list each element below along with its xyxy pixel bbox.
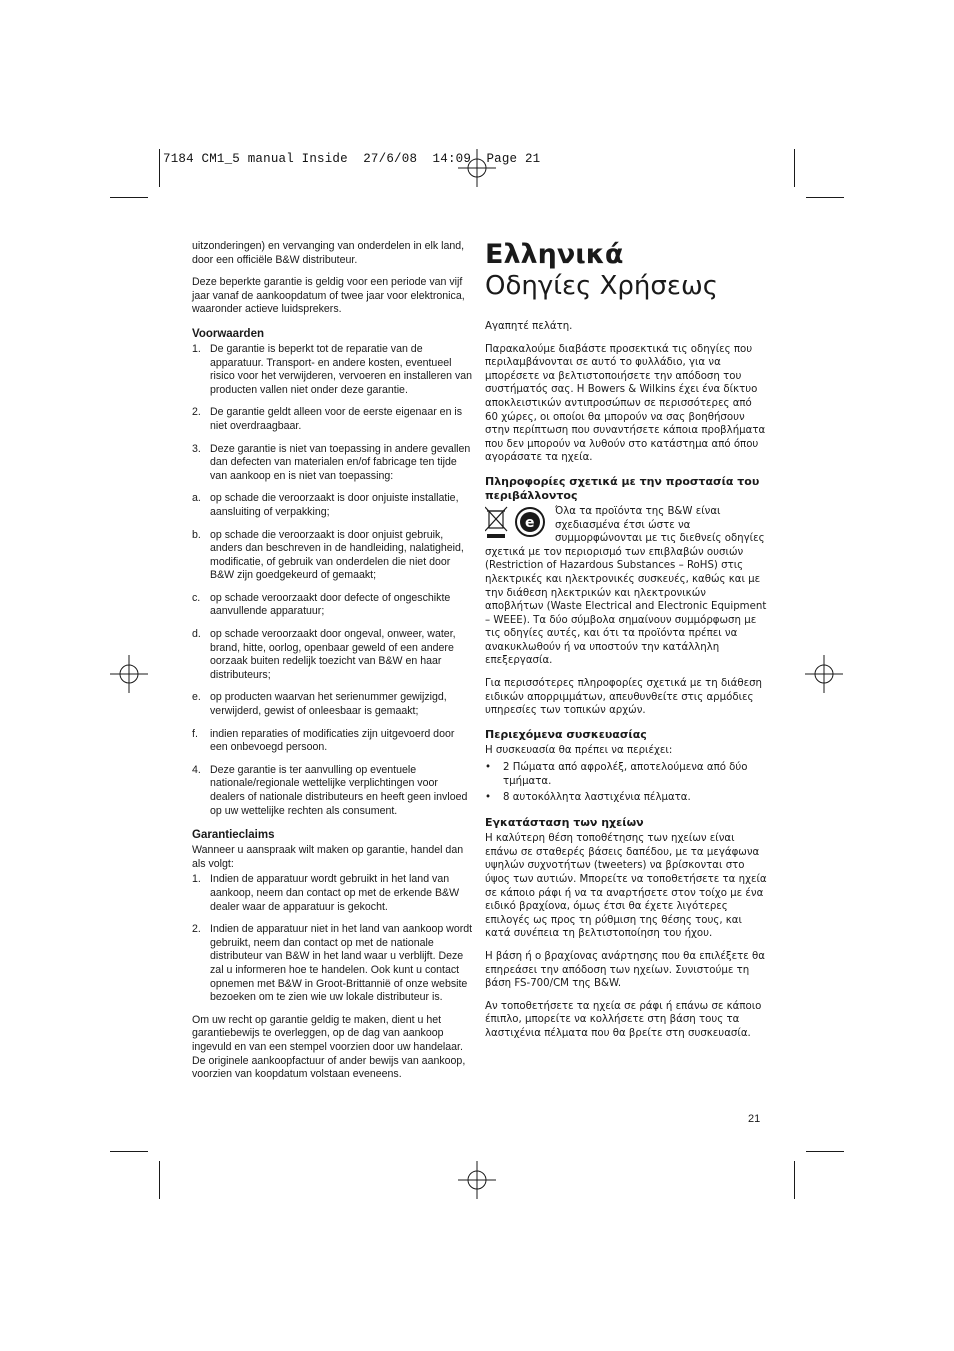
list-item-text: 2 Πώματα από αφρολέξ, αποτελούμενα από δύο τμήματα. xyxy=(503,762,748,788)
list-item xyxy=(192,728,474,755)
weee-bin-icon xyxy=(485,507,507,538)
claims-heading: Garantieclaims xyxy=(192,829,275,842)
contents-heading: Περιεχόμενα συσκευασίας xyxy=(485,727,647,741)
list-item xyxy=(192,873,474,914)
warranty-scope-paragraph: uitzonderingen) en vervanging van onderdelen in elk land, door een officiële B&W distributeur. xyxy=(192,240,465,266)
language-title: Ελληνικά xyxy=(485,239,624,270)
installation-heading: Εγκατάσταση των ηχείων xyxy=(485,816,644,830)
crop-mark-bottom-left-h xyxy=(110,1151,148,1152)
list-marker: e. xyxy=(192,691,201,704)
contents-intro: Η συσκευασία θα πρέπει να περιέχει: xyxy=(485,744,673,756)
list-item-text: De garantie geldt alleen voor de eerste eigenaar en is niet overdraagbaar. xyxy=(210,406,463,432)
list-item-text: 8 αυτοκόλλητα λαστιχένια πέλματα. xyxy=(503,791,691,803)
environment-more-paragraph: Για περισσότερες πληροφορίες σχετικά με τη διάθεση ειδικών απορριμμάτων, απευθυνθείτε στις αρμόδιες υπηρεσίες των τοπικών αρχών. xyxy=(485,678,763,717)
crop-mark-top-left-h xyxy=(110,197,148,198)
list-item-text: op schade die veroorzaakt is door onjuist gebruik, anders dan beschreven in de handleiding, nalatigheid, modificatie, of gebruik van onderdelen die niet door B&W zijn goedgekeurd of gemaakt; xyxy=(210,528,464,582)
crop-mark-top-left-v xyxy=(159,149,160,187)
list-item-text: op schade veroorzaakt door defecte of ongeschikte aanvullende apparatuur; xyxy=(210,591,451,618)
environment-heading: Πληροφορίες σχετικά με την προστασία του περιβάλλοντος xyxy=(485,474,760,502)
list-item-text: indien reparaties of modificaties zijn uitgevoerd door een onbevoegd persoon. xyxy=(210,727,455,754)
installation-paragraph-2: Η βάση ή ο βραχίονας ανάρτησης που θα επιλέξετε θα επηρεάσει την απόδοση των ηχείων. Συνιστούμε τη βάση FS-700/CM της B&W. xyxy=(485,950,765,990)
list-item xyxy=(192,628,474,682)
list-marker: c. xyxy=(192,591,201,604)
left-column xyxy=(192,240,474,1091)
intro-paragraph: Παρακαλούμε διαβάστε προσεκτικά τις οδηγίες που περιλαμβάνονται σε αυτό το φυλλάδιο, για να μπορέσετε να βελτιστοποιήσετε την απόδοση του συστήματός σας. Η Bowers & Wilkins έχει ένα δίκτυο αποκλειστικών αντιπροσώπων σε περισσότερες από 60 χώρες, οι οποίοι θα μπορούν να σας βοηθήσουν στην περίπτωση που συναντήσετε κάποια προβλήματα που δεν μπορούν να λυθούν στο κατάστημα από όπου αγοράσατε τα ηχεία. xyxy=(485,343,766,464)
list-item xyxy=(485,761,767,788)
installation-paragraph-3: Αν τοποθετήσετε τα ηχεία σε ράφι ή επάνω σε κάποιο έπιπλο, μπορείτε να κολλήσετε στη βάση τους τα λαστιχένια πέλματα που θα βρείτε στη συσκευασία. xyxy=(485,1000,762,1039)
list-marker: 1. xyxy=(192,342,201,355)
list-item-text: Indien de apparatuur niet in het land van aankoop wordt gebruikt, neem dan contact op met de nationale distributeur van B&W in het land waar u verblijft. Deze zal u informeren hoe te handelen. Ook kunt u contact opnemen met B&W in Groot-Brittannië of onze website bezoeken om te zien wie uw lokale distributeur is. xyxy=(210,923,473,1004)
registration-mark-left-icon xyxy=(110,655,148,693)
contents-list xyxy=(485,761,767,804)
installation-paragraph-1: Η καλύτερη θέση τοποθέτησης των ηχείων είναι επάνω σε σταθερές βάσεις δαπέδου, με τα μεγάφωνα υψηλών συχνοτήτων (tweeters) να βρίσκονται στο ύψος των αυτιών. Μπορείτε να τοποθετήσετε τα ηχεία σε κάποιο ράφι ή να τα αναρτήσετε στον τοίχο με ένα ειδικό βραχίονα, όμως έτσι θα έχετε λιγότερες επιλογές ως προς τη ρύθμιση της θέσης τους, και κατά συνέπεια τη βελτιστοποίηση του ήχου. xyxy=(485,833,767,940)
list-marker: 3. xyxy=(192,442,201,455)
list-marker: 2. xyxy=(192,406,201,419)
list-item xyxy=(192,529,474,583)
closing-paragraph: Om uw recht op garantie geldig te maken, dient u het garantiebewijs te overleggen, op de dag van aankoop ingevuld en van een stempel voorzien door uw handelaar. De originele aankoopfactuur of ander bewijs van aankoop, voorzien van koopdatum volstaan eveneens. xyxy=(192,1013,466,1081)
crop-mark-top-right-v xyxy=(794,149,795,187)
right-column xyxy=(485,240,767,1050)
list-marker: 2. xyxy=(192,923,201,936)
list-item xyxy=(192,406,474,433)
environment-paragraph: Όλα τα προϊόντα της B&W είναι σχεδιασμένα έτσι ώστε να συμμορφώνονται με τις διεθνείς οδηγίες σχετικά με τον περιορισμό των επιβλαβών ουσιών (Restriction of Hazardous Substances – RoHS) στις ηλεκτρικές και ηλεκτρονικές συσκευές, καθώς και με την διάθεση ηλεκτρικών και ηλεκτρονικών αποβλήτων (Waste Electrical and Electronic Equipment – WEEE). Τα δύο σύμβολα σημαίνουν συμμόρφωση με τις οδηγίες αυτές, και ότι τα προϊόντα πρέπει να ανακυκλωθούν ή να υποστούν την κατάλληλη επεξεργασία. xyxy=(485,505,767,667)
list-marker: a. xyxy=(192,492,201,505)
claims-intro: Wanneer u aanspraak wilt maken op garantie, handel dan als volgt: xyxy=(192,844,464,870)
list-item xyxy=(192,691,474,718)
page-number: 21 xyxy=(748,1113,761,1125)
list-item-text: Deze garantie is ter aanvulling op eventuele nationale/regionale wettelijke verplichtingen voor dealers of nationale distributeurs en heeft geen invloed op uw wettelijke rechten als consument. xyxy=(210,763,468,817)
list-item xyxy=(192,492,474,519)
registration-mark-right-icon xyxy=(805,655,843,693)
greeting: Αγαπητέ πελάτη. xyxy=(485,321,573,332)
environment-block xyxy=(485,505,767,677)
conditions-list xyxy=(192,343,474,818)
list-item xyxy=(192,343,474,397)
list-item-text: op schade die veroorzaakt is door onjuiste installatie, aansluiting of verpakking; xyxy=(210,492,459,518)
list-item xyxy=(192,592,474,619)
warranty-period-paragraph: Deze beperkte garantie is geldig voor een periode van vijf jaar vanaf de aankoopdatum of twee jaar voor elektronica, waaronder actieve luidsprekers. xyxy=(192,276,465,316)
crop-mark-bottom-left-v xyxy=(159,1161,160,1199)
registration-mark-bottom-icon xyxy=(458,1161,496,1199)
svg-text:e: e xyxy=(525,514,535,531)
list-item-text: op schade veroorzaakt door ongeval, onweer, water, brand, hitte, oorlog, openbaar geweld of een andere oorzaak buiten redelijk toezicht van B&W en haar distributeurs; xyxy=(210,628,456,681)
list-marker: 1. xyxy=(192,873,201,886)
crop-mark-bottom-right-v xyxy=(794,1161,795,1199)
manual-title: Οδηγίες Χρήσεως xyxy=(485,271,718,301)
list-item xyxy=(485,791,767,805)
list-marker: • xyxy=(485,762,492,774)
list-item xyxy=(192,443,474,484)
rohs-e-icon xyxy=(516,508,544,536)
list-item xyxy=(192,764,474,818)
claims-list xyxy=(192,873,474,1004)
list-marker: 4. xyxy=(192,763,201,776)
crop-mark-top-right-h xyxy=(806,197,844,198)
weee-rohs-icons xyxy=(485,505,549,541)
crop-mark-bottom-right-h xyxy=(806,1151,844,1152)
conditions-heading: Voorwaarden xyxy=(192,327,264,340)
list-marker: d. xyxy=(192,628,201,641)
list-marker: • xyxy=(485,791,492,803)
list-marker: f. xyxy=(192,727,198,740)
list-item-text: De garantie is beperkt tot de reparatie van de apparatuur. Transport- en andere kosten, eventueel risico voor het verwijderen, vervoeren en installeren van producten vallen niet onder deze garantie. xyxy=(210,342,473,396)
list-marker: b. xyxy=(192,528,201,541)
print-slug: 7184 CM1_5 manual Inside 27/6/08 14:09 Page 21 xyxy=(163,152,541,166)
list-item xyxy=(192,923,474,1005)
list-item-text: Indien de apparatuur wordt gebruikt in het land van aankoop, neem dan contact op met de erkende B&W dealer waar de apparatuur is gekocht. xyxy=(210,873,460,913)
list-item-text: op producten waarvan het serienummer gewijzigd, verwijderd, gewist of onleesbaar is gemaakt; xyxy=(210,691,447,718)
list-item-text: Deze garantie is niet van toepassing in andere gevallen dan defecten van materialen en/of fabricage ten tijde van aankoop en is niet van toepassing: xyxy=(210,442,471,482)
